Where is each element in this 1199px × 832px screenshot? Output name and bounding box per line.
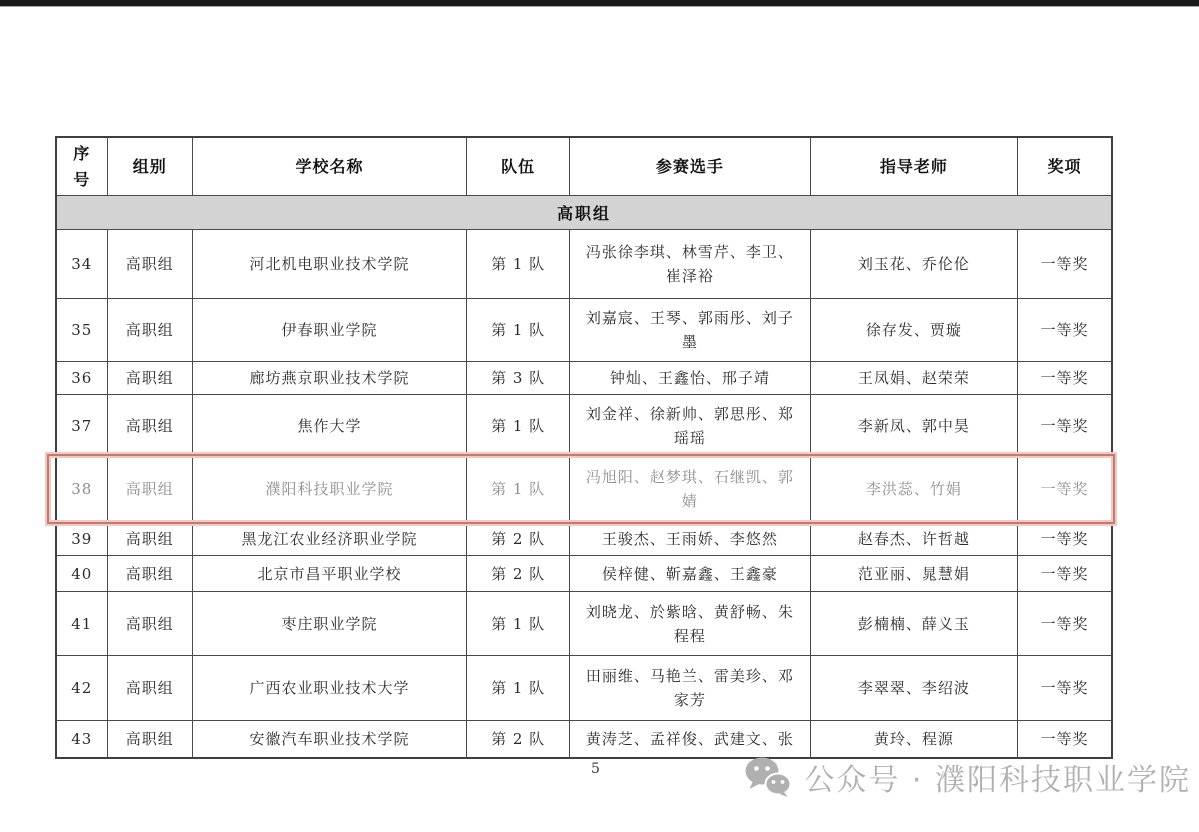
cell-team: 第 2 队: [467, 522, 570, 555]
cell-team: 第 1 队: [467, 457, 570, 521]
wechat-icon: [744, 756, 792, 798]
header-cell-award: 奖项: [1047, 156, 1082, 176]
cell-no: 39: [57, 522, 108, 555]
cell-players: 王骏杰、王雨娇、李悠然: [570, 522, 810, 555]
cell-school: 北京市昌平职业学校: [193, 556, 467, 591]
cell-school: 廊坊燕京职业技术学院: [193, 362, 467, 394]
cell-award: 一等奖: [1040, 730, 1089, 749]
watermark-text: 公众号 · 濮阳科技职业学院: [804, 763, 1191, 798]
cell-teachers: 赵春杰、许哲越: [811, 522, 1019, 555]
cell-award: 一等奖: [1040, 679, 1089, 698]
table-header-row: [57, 138, 1111, 196]
cell-players: 冯张徐李琪、林雪芹、李卫、崔泽裕: [570, 230, 810, 298]
page-number: 5: [591, 761, 600, 777]
cell-award: 一等奖: [1040, 614, 1089, 633]
cell-players: 侯梓健、靳嘉鑫、王鑫豪: [570, 556, 810, 591]
cell-no: 40: [57, 556, 108, 591]
cell-group: 高职组: [108, 457, 193, 521]
cell-school: 焦作大学: [193, 395, 467, 456]
header-cell-team: 队伍: [467, 138, 570, 195]
header-cell-school: 学校名称: [193, 138, 467, 195]
header-cell-group: 组别: [108, 138, 193, 195]
table-row: [57, 230, 1111, 299]
table-row: [57, 299, 1111, 362]
cell-group: 高职组: [108, 656, 193, 720]
cell-school: 广西农业职业技术大学: [193, 656, 467, 720]
cell-group: 高职组: [108, 556, 193, 591]
cell-award: 一等奖: [1040, 529, 1089, 548]
cell-teachers: 刘玉花、乔伦伦: [811, 230, 1019, 298]
cell-award: 一等奖: [1040, 321, 1089, 340]
table-row: [57, 656, 1111, 721]
cell-award: 一等奖: [1040, 369, 1089, 388]
cell-players: 刘金祥、徐新帅、郭思彤、郑瑶瑶: [570, 395, 810, 456]
cell-award: 一等奖: [1040, 255, 1089, 274]
cell-group: 高职组: [108, 299, 193, 361]
cell-group: 高职组: [108, 230, 193, 298]
cell-award: 一等奖: [1040, 416, 1089, 435]
cell-no: 34: [57, 230, 108, 298]
cell-teachers: 黄玲、程源: [811, 721, 1019, 757]
table-row-highlighted: [57, 457, 1111, 522]
cell-school: 伊春职业学院: [193, 299, 467, 361]
cell-team: 第 1 队: [467, 395, 570, 456]
cell-school: 安徽汽车职业技术学院: [193, 721, 467, 757]
cell-team: 第 2 队: [467, 556, 570, 591]
cell-players: 田丽维、马艳兰、雷美珍、邓家芳: [570, 656, 810, 720]
cell-no: 41: [57, 592, 108, 655]
cell-award: 一等奖: [1040, 480, 1089, 499]
table-row: [57, 556, 1111, 592]
table-row: [57, 395, 1111, 457]
cell-team: 第 1 队: [467, 592, 570, 655]
cell-players: 刘嘉宸、王琴、郭雨彤、刘子墨: [570, 299, 810, 361]
header-cell-players: 参赛选手: [570, 138, 810, 195]
cell-school: 枣庄职业学院: [193, 592, 467, 655]
cell-group: 高职组: [108, 721, 193, 757]
header-cell-no: 序号: [57, 138, 108, 195]
results-table: [55, 136, 1113, 759]
section-label: 高职组: [556, 204, 611, 224]
cell-group: 高职组: [108, 522, 193, 555]
table-row: [57, 592, 1111, 656]
cell-players: 冯旭阳、赵梦琪、石继凯、郭婧: [570, 457, 810, 521]
cell-school: 河北机电职业技术学院: [193, 230, 467, 298]
cell-teachers: 范亚丽、晁慧娟: [811, 556, 1019, 591]
cell-school: 黑龙江农业经济职业学院: [193, 522, 467, 555]
top-bar: [0, 0, 1199, 6]
table-row: [57, 522, 1111, 556]
cell-teachers: 李洪蕊、竹娟: [811, 457, 1019, 521]
table-row: [57, 362, 1111, 395]
cell-teachers: 李翠翠、李绍波: [811, 656, 1019, 720]
header-cell-teachers: 指导老师: [811, 138, 1019, 195]
cell-award: 一等奖: [1040, 564, 1089, 583]
cell-no: 37: [57, 395, 108, 456]
cell-team: 第 1 队: [467, 299, 570, 361]
cell-group: 高职组: [108, 362, 193, 394]
cell-no: 43: [57, 721, 108, 757]
cell-teachers: 王凤娟、赵荣荣: [811, 362, 1019, 394]
cell-players: 钟灿、王鑫怡、邢子靖: [570, 362, 810, 394]
cell-teachers: 李新凤、郭中昊: [811, 395, 1019, 456]
cell-teachers: 徐存发、贾璇: [811, 299, 1019, 361]
cell-no: 36: [57, 362, 108, 394]
section-band: [57, 196, 1111, 230]
cell-players: 黄涛芝、孟祥俊、武建文、张: [570, 721, 810, 757]
cell-team: 第 1 队: [467, 656, 570, 720]
cell-no: 42: [57, 656, 108, 720]
cell-team: 第 2 队: [467, 721, 570, 757]
cell-no: 38: [57, 457, 108, 521]
cell-teachers: 彭楠楠、薛义玉: [811, 592, 1019, 655]
cell-team: 第 1 队: [467, 230, 570, 298]
cell-no: 35: [57, 299, 108, 361]
table-row: [57, 721, 1111, 757]
cell-group: 高职组: [108, 395, 193, 456]
cell-school: 濮阳科技职业学院: [193, 457, 467, 521]
cell-group: 高职组: [108, 592, 193, 655]
cell-players: 刘晓龙、於紫晗、黄舒畅、朱程程: [570, 592, 810, 655]
cell-team: 第 3 队: [467, 362, 570, 394]
watermark: [744, 755, 1191, 799]
